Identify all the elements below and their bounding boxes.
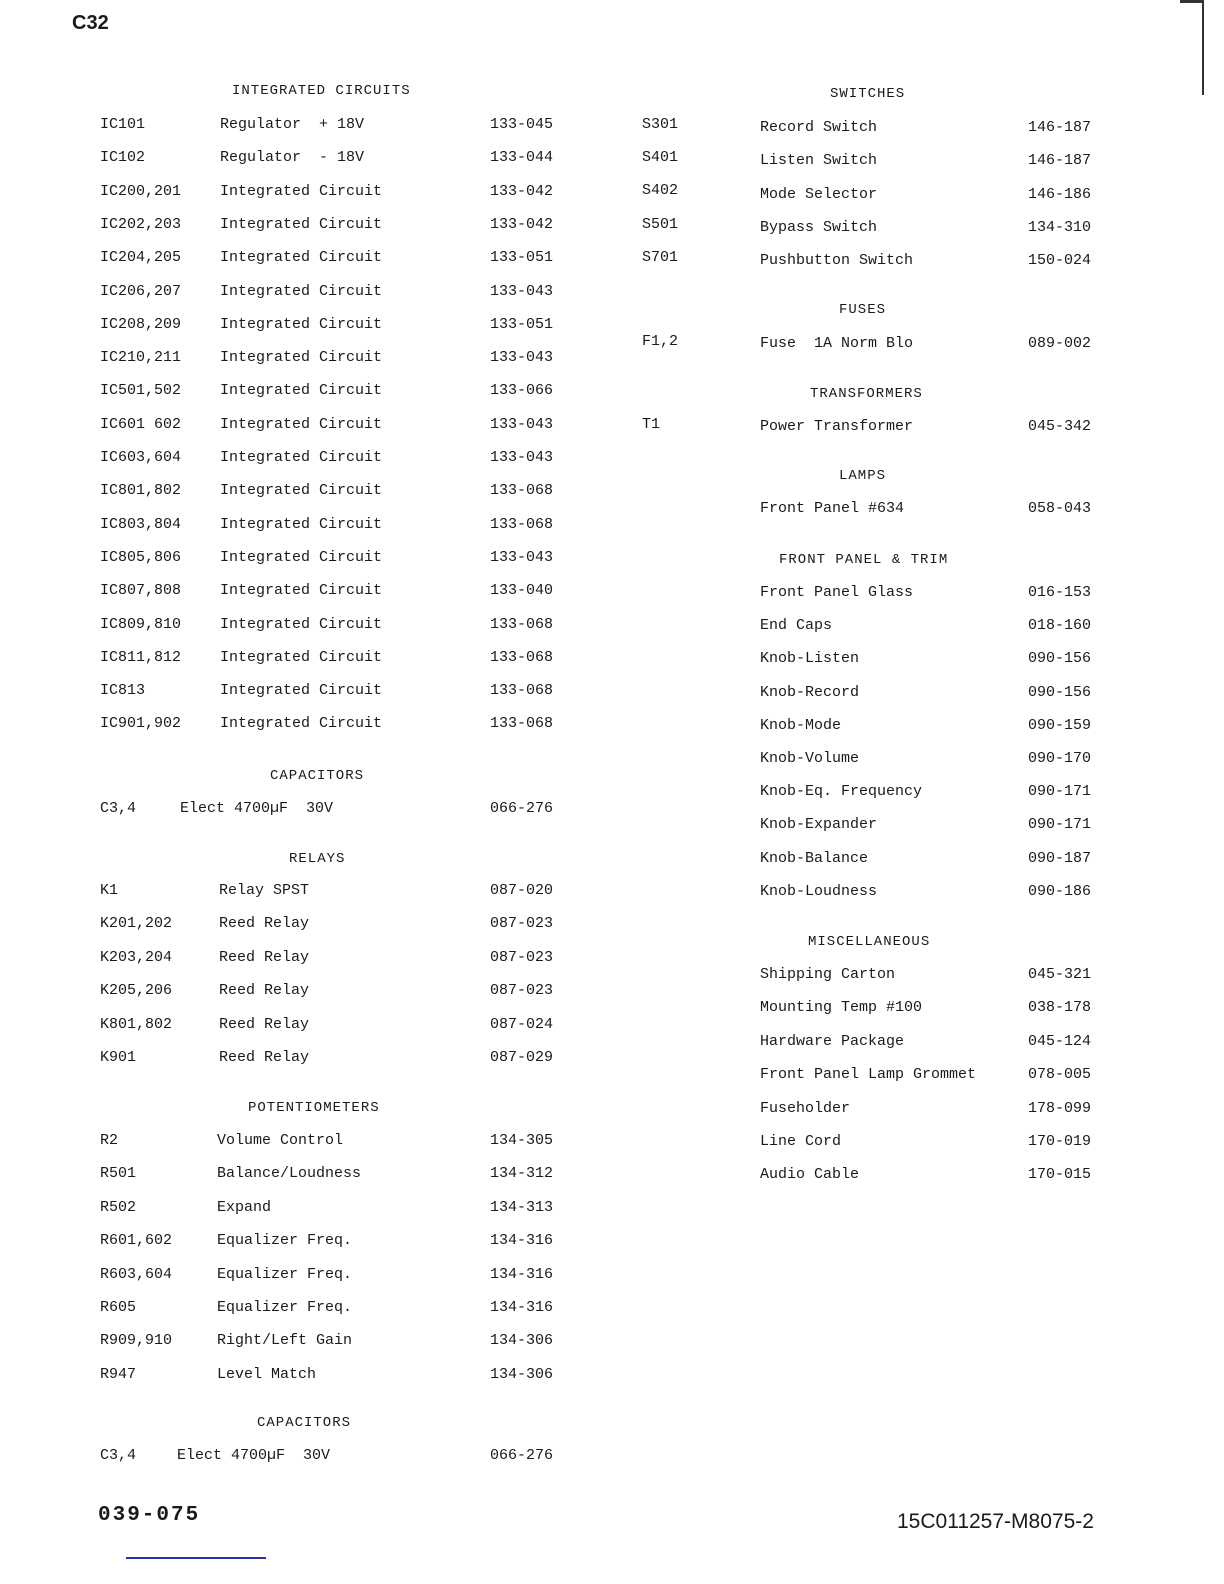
part-number: 087-023: [490, 915, 554, 933]
part-number: 089-002: [1028, 335, 1092, 352]
part-ref: R501: [100, 1165, 137, 1183]
part-number: 133-045: [490, 116, 554, 133]
part-description: Equalizer Freq.: [217, 1299, 353, 1316]
corner-mark: C32: [72, 12, 109, 34]
part-number: 133-068: [490, 682, 554, 700]
part-description: Audio Cable: [760, 1166, 860, 1184]
part-description: Knob-Balance: [760, 849, 869, 867]
part-number: 090-156: [1028, 683, 1092, 701]
part-number: 133-068: [490, 615, 554, 633]
section-heading-front-panel: FRONT PANEL & TRIM: [779, 552, 949, 568]
part-number: 150-024: [1028, 252, 1092, 270]
part-ref: IC200,201: [100, 182, 182, 200]
part-number: 090-170: [1028, 750, 1092, 767]
part-ref: IC813: [100, 682, 146, 700]
part-number: 087-023: [490, 948, 554, 966]
part-number: 133-051: [490, 315, 554, 333]
part-description: Integrated Circuit: [220, 415, 383, 433]
section-heading-lamps: LAMPS: [839, 468, 887, 484]
part-number: 090-186: [1028, 882, 1092, 900]
part-number: 134-316: [490, 1232, 554, 1250]
part-ref: R601,602: [100, 1232, 173, 1250]
part-description: Relay SPST: [219, 882, 310, 899]
part-ref: IC208,209: [100, 315, 182, 333]
part-description: Power Transformer: [760, 418, 914, 435]
switch-ref: T1: [642, 416, 661, 433]
part-number: 078-005: [1028, 1066, 1092, 1084]
part-ref: K801,802: [100, 1015, 173, 1033]
section-heading-switches: SWITCHES: [830, 86, 906, 102]
part-number: 133-042: [490, 182, 554, 200]
part-description: Knob-Eq. Frequency: [760, 783, 923, 801]
part-description: Knob-Record: [760, 683, 860, 701]
part-description: Reed Relay: [219, 948, 310, 966]
part-number: 170-019: [1028, 1133, 1092, 1150]
part-description: Integrated Circuit: [220, 449, 383, 466]
part-number: 133-043: [490, 415, 554, 433]
section-heading-fuses: FUSES: [839, 302, 887, 318]
part-description: Integrated Circuit: [220, 715, 383, 733]
switch-ref: F1,2: [642, 333, 679, 350]
part-description: Regulator + 18V: [220, 116, 365, 133]
section-heading-potentiometers: POTENTIOMETERS: [248, 1100, 380, 1116]
section-heading-relays: RELAYS: [289, 851, 346, 867]
section-heading-capacitors: CAPACITORS: [270, 768, 365, 784]
part-description: Reed Relay: [219, 1015, 310, 1033]
part-number: 133-042: [490, 215, 554, 233]
part-number: 134-310: [1028, 218, 1092, 236]
part-number: 090-171: [1028, 783, 1092, 801]
underline-mark: [126, 1557, 266, 1559]
switch-ref: S701: [642, 249, 679, 266]
part-description: Reed Relay: [219, 982, 310, 1000]
footer-left-code: 039-075: [98, 1504, 201, 1527]
part-number: 133-068: [490, 715, 554, 733]
part-ref: R2: [100, 1132, 119, 1149]
part-description: Front Panel Lamp Grommet: [760, 1066, 977, 1084]
part-number: 045-321: [1028, 966, 1092, 983]
part-description: End Caps: [760, 617, 833, 635]
part-number: 133-043: [490, 349, 554, 367]
part-number: 133-043: [490, 449, 554, 466]
part-description: Knob-Volume: [760, 750, 860, 767]
part-description: Integrated Circuit: [220, 515, 383, 533]
part-description: Record Switch: [760, 119, 878, 136]
part-number: 038-178: [1028, 999, 1092, 1017]
part-ref: IC801,802: [100, 482, 182, 500]
part-number: 178-099: [1028, 1099, 1092, 1117]
part-number: 090-156: [1028, 650, 1092, 668]
part-number: 016-153: [1028, 584, 1092, 601]
part-ref: IC202,203: [100, 215, 182, 233]
part-ref: IC101: [100, 116, 146, 133]
part-number: 146-187: [1028, 152, 1092, 170]
part-ref: IC803,804: [100, 515, 182, 533]
part-description: Front Panel Glass: [760, 584, 914, 601]
part-ref: R502: [100, 1198, 137, 1216]
part-ref: C3,4: [100, 800, 137, 817]
part-ref: IC601 602: [100, 415, 182, 433]
part-description: Pushbutton Switch: [760, 252, 914, 270]
switch-ref: S402: [642, 182, 679, 199]
part-description: Expand: [217, 1198, 272, 1216]
part-ref: K1: [100, 882, 119, 899]
part-number: 018-160: [1028, 617, 1092, 635]
part-description: Reed Relay: [219, 915, 310, 933]
part-number: 045-124: [1028, 1032, 1092, 1050]
part-number: 090-159: [1028, 716, 1092, 734]
part-ref: IC102: [100, 149, 146, 167]
part-ref: IC809,810: [100, 615, 182, 633]
part-description: Fuse 1A Norm Blo: [760, 335, 914, 352]
part-number: 066-276: [490, 1447, 554, 1464]
part-number: 134-306: [490, 1365, 554, 1383]
part-ref: K203,204: [100, 948, 173, 966]
part-ref: IC501,502: [100, 382, 182, 400]
part-description: Balance/Loudness: [217, 1165, 362, 1183]
part-number: 133-066: [490, 382, 554, 400]
part-ref: IC603,604: [100, 449, 182, 466]
part-description: Integrated Circuit: [220, 249, 383, 267]
part-description: Listen Switch: [760, 152, 878, 170]
part-ref: IC210,211: [100, 349, 182, 367]
part-description: Mode Selector: [760, 185, 878, 203]
part-number: 133-044: [490, 149, 554, 167]
footer-right-code: 15C011257-M8075-2: [897, 1510, 1094, 1533]
part-description: Right/Left Gain: [217, 1332, 353, 1350]
part-number: 045-342: [1028, 418, 1092, 435]
part-ref: C3,4: [100, 1447, 137, 1464]
part-number: 146-186: [1028, 185, 1092, 203]
section-heading-transformers: TRANSFORMERS: [810, 386, 923, 402]
part-ref: IC811,812: [100, 648, 182, 666]
part-description: Line Cord: [760, 1133, 842, 1150]
part-number: 134-305: [490, 1132, 554, 1149]
part-description: Volume Control: [217, 1132, 344, 1149]
section-heading-miscellaneous: MISCELLANEOUS: [808, 934, 931, 950]
part-number: 134-316: [490, 1265, 554, 1283]
part-description: Knob-Expander: [760, 816, 878, 834]
part-description: Integrated Circuit: [220, 349, 383, 367]
part-description: Integrated Circuit: [220, 215, 383, 233]
section-heading-capacitors-2: CAPACITORS: [257, 1415, 352, 1431]
part-description: Integrated Circuit: [220, 282, 383, 300]
part-ref: IC805,806: [100, 548, 182, 566]
part-description: Integrated Circuit: [220, 315, 383, 333]
part-number: 134-316: [490, 1299, 554, 1316]
part-description: Front Panel #634: [760, 500, 905, 517]
part-number: 170-015: [1028, 1166, 1092, 1184]
part-number: 058-043: [1028, 500, 1092, 517]
part-number: 133-068: [490, 648, 554, 666]
switch-ref: S501: [642, 216, 679, 233]
part-description: Equalizer Freq.: [217, 1265, 353, 1283]
part-description: Reed Relay: [219, 1049, 310, 1066]
part-description: Mounting Temp #100: [760, 999, 923, 1017]
part-ref: IC807,808: [100, 582, 182, 600]
part-number: 134-306: [490, 1332, 554, 1350]
part-number: 087-020: [490, 882, 554, 899]
part-description: Knob-Loudness: [760, 882, 878, 900]
page-edge-mark: [1180, 0, 1204, 3]
part-description: Elect 4700µF 30V: [180, 800, 334, 817]
part-ref: K201,202: [100, 915, 173, 933]
part-description: Knob-Mode: [760, 716, 842, 734]
part-number: 146-187: [1028, 119, 1092, 136]
part-number: 090-171: [1028, 816, 1092, 834]
part-number: 134-313: [490, 1198, 554, 1216]
switch-ref: S301: [642, 116, 679, 133]
part-number: 134-312: [490, 1165, 554, 1183]
part-description: Bypass Switch: [760, 218, 878, 236]
part-description: Integrated Circuit: [220, 648, 383, 666]
part-description: Elect 4700µF 30V: [177, 1447, 331, 1464]
part-ref: K901: [100, 1049, 137, 1066]
part-number: 087-023: [490, 982, 554, 1000]
part-number: 133-043: [490, 548, 554, 566]
part-description: Integrated Circuit: [220, 548, 383, 566]
part-description: Hardware Package: [760, 1032, 905, 1050]
part-ref: R909,910: [100, 1332, 173, 1350]
part-number: 090-187: [1028, 849, 1092, 867]
part-number: 066-276: [490, 800, 554, 817]
part-description: Integrated Circuit: [220, 182, 383, 200]
part-number: 133-040: [490, 582, 554, 600]
part-description: Integrated Circuit: [220, 482, 383, 500]
part-ref: IC901,902: [100, 715, 182, 733]
part-description: Integrated Circuit: [220, 615, 383, 633]
page-edge-mark: [1202, 0, 1204, 95]
part-ref: IC206,207: [100, 282, 182, 300]
part-description: Knob-Listen: [760, 650, 860, 668]
part-ref: K205,206: [100, 982, 173, 1000]
part-description: Integrated Circuit: [220, 682, 383, 700]
part-description: Integrated Circuit: [220, 382, 383, 400]
switch-ref: S401: [642, 149, 679, 166]
part-description: Fuseholder: [760, 1099, 851, 1117]
part-number: 133-051: [490, 249, 554, 267]
part-number: 087-024: [490, 1015, 554, 1033]
part-ref: R605: [100, 1299, 137, 1316]
section-heading-integrated-circuits: INTEGRATED CIRCUITS: [232, 83, 411, 99]
part-ref: IC204,205: [100, 249, 182, 267]
part-ref: R947: [100, 1365, 137, 1383]
part-description: Shipping Carton: [760, 966, 896, 983]
part-number: 133-043: [490, 282, 554, 300]
part-number: 087-029: [490, 1049, 554, 1066]
part-description: Regulator - 18V: [220, 149, 365, 167]
part-number: 133-068: [490, 515, 554, 533]
part-number: 133-068: [490, 482, 554, 500]
part-ref: R603,604: [100, 1265, 173, 1283]
part-description: Level Match: [217, 1365, 317, 1383]
part-description: Equalizer Freq.: [217, 1232, 353, 1250]
part-description: Integrated Circuit: [220, 582, 383, 600]
